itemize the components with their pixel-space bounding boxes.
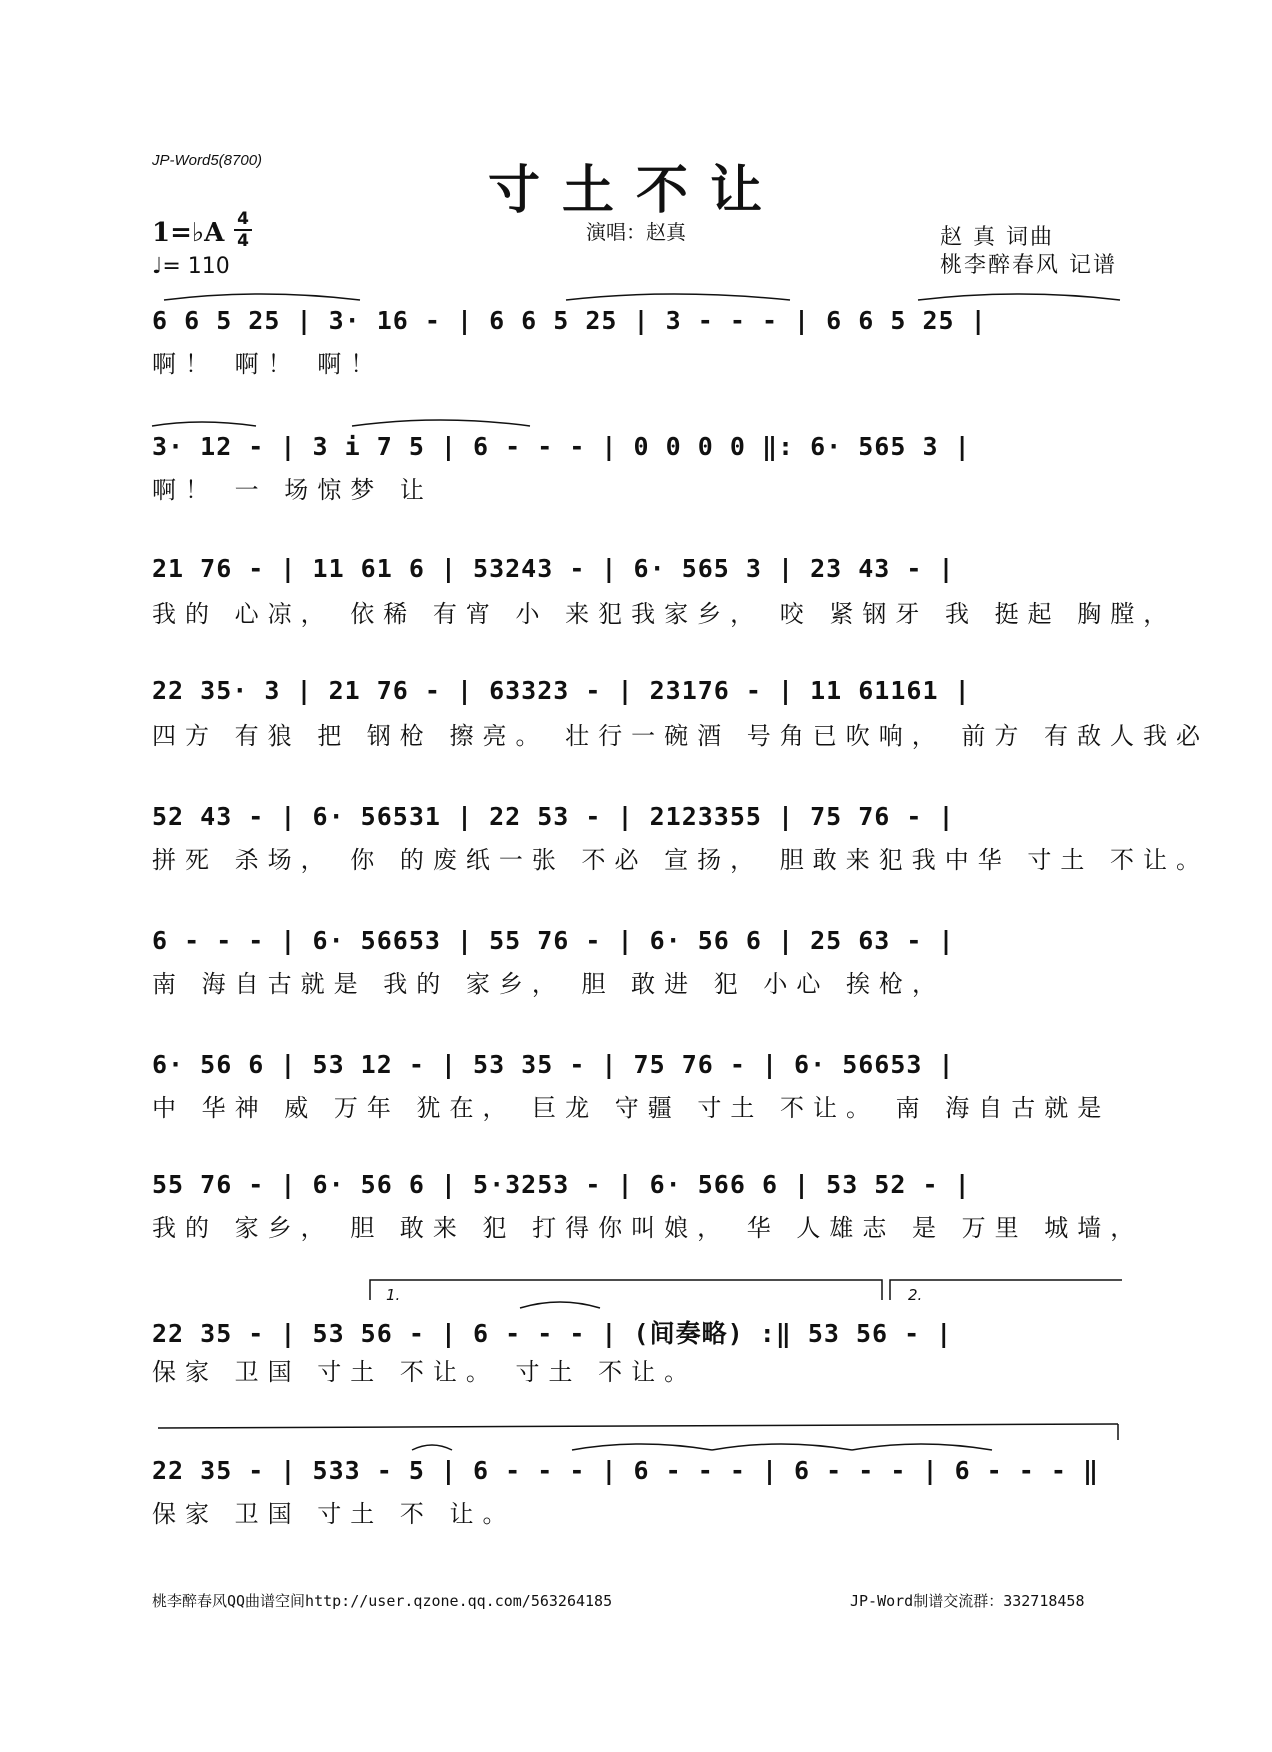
song-title: 寸土不让 [487, 160, 784, 221]
score-row-10-lyrics: 保家 卫国 寸土 不 让。 [152, 1500, 516, 1528]
software-label: JP-Word5(8700) [152, 152, 263, 169]
score-row-8-notes: 55 76 - | 6· 56 6 | 5·3253 - | 6· 566 6 | 53 52 - | [152, 1170, 971, 1199]
slur-row-10-c [712, 1444, 852, 1450]
volta-1-bracket [370, 1280, 882, 1300]
time-signature-top: 4 [237, 209, 249, 229]
footer-right-text: JP-Word制谱交流群：332718458 [850, 1592, 1085, 1610]
singer-credit: 演唱：赵真 [586, 220, 686, 244]
score-row-7-notes: 6· 56 6 | 53 12 - | 53 35 - | 75 76 - | 6· 56653 | [152, 1050, 955, 1079]
score-row-9-notes: 22 35 - | 53 56 - | 6 - - - | (间奏略) :‖ 53 56 - | [152, 1319, 953, 1348]
score-row-2-lyrics: 啊！ 一 场惊梦 让 [152, 476, 433, 504]
score-row-3-notes: 21 76 - | 11 61 6 | 53243 - | 6· 565 3 | 23 43 - | [152, 554, 955, 583]
score-row-1-notes: 6 6 5 25 | 3· 16 - | 6 6 5 25 | 3 - - - | 6 6 5 25 | [152, 306, 987, 335]
slur-row-9 [520, 1302, 600, 1308]
score-row-5-lyrics: 拼死 杀场， 你 的废纸一张 不必 宣扬， 胆敢来犯我中华 寸土 不让。 [152, 846, 1210, 874]
lyricist-composer-credit: 赵 真 词曲 [940, 225, 1054, 250]
slur-row-1-a [164, 294, 360, 300]
time-signature-bottom: 4 [237, 231, 249, 251]
score-row-2-notes: 3· 12 - | 3 i 7 5 | 6 - - - | 0 0 0 0 ‖: 6· 565 3 | [152, 432, 971, 461]
footer-left-text: 桃李醉春风QQ曲谱空间http://user.qzone.qq.com/563264185 [152, 1592, 613, 1610]
score-row-9-lyrics: 保家 卫国 寸土 不让。 寸土 不让。 [152, 1358, 698, 1386]
score-row-8-lyrics: 我的 家乡， 胆 敢来 犯 打得你叫娘， 华 人雄志 是 万里 城墙， [152, 1214, 1144, 1242]
slur-row-1-b [566, 294, 790, 300]
score-row-1-lyrics: 啊！ 啊！ 啊！ [152, 350, 384, 378]
slur-row-2-b [352, 420, 530, 426]
volta-1-label: 1. [386, 1286, 401, 1304]
score-row-3-lyrics: 我的 心凉， 依稀 有宵 小 来犯我家乡， 咬 紧钢牙 我 挺起 胸膛， [152, 600, 1177, 628]
key-signature: 1=♭A [152, 218, 225, 248]
tempo-marking: ♩= 110 [152, 254, 230, 279]
score-row-6-lyrics: 南 海自古就是 我的 家乡， 胆 敢进 犯 小心 挨枪， [152, 970, 946, 998]
score-row-4-notes: 22 35· 3 | 21 76 - | 63323 - | 23176 - | 11 61161 | [152, 676, 971, 705]
volta-2-bracket [890, 1280, 1122, 1300]
slur-row-1-c [918, 294, 1120, 300]
slur-row-2-a [152, 422, 256, 426]
slur-row-10-b [572, 1444, 712, 1450]
volta-2-label: 2. [908, 1286, 923, 1304]
score-row-6-notes: 6 - - - | 6· 56653 | 55 76 - | 6· 56 6 | 25 63 - | [152, 926, 955, 955]
score-row-5-notes: 52 43 - | 6· 56531 | 22 53 - | 2123355 | 75 76 - | [152, 802, 955, 831]
slur-row-10-d [852, 1444, 992, 1450]
transcriber-credit: 桃李醉春风 记谱 [940, 253, 1117, 278]
row-10-top-line [158, 1424, 1118, 1428]
score-row-10-notes: 22 35 - | 533 - 5 | 6 - - - | 6 - - - | 6 - - - | 6 - - - ‖ [152, 1456, 1100, 1485]
score-row-4-lyrics: 四方 有狼 把 钢枪 擦亮。 壮行一碗酒 号角已吹响， 前方 有敌人我必 [152, 722, 1210, 750]
slur-row-10-a [412, 1445, 452, 1450]
score-row-7-lyrics: 中 华神 威 万年 犹在， 巨龙 守疆 寸土 不让。 南 海自古就是 [152, 1094, 1111, 1122]
